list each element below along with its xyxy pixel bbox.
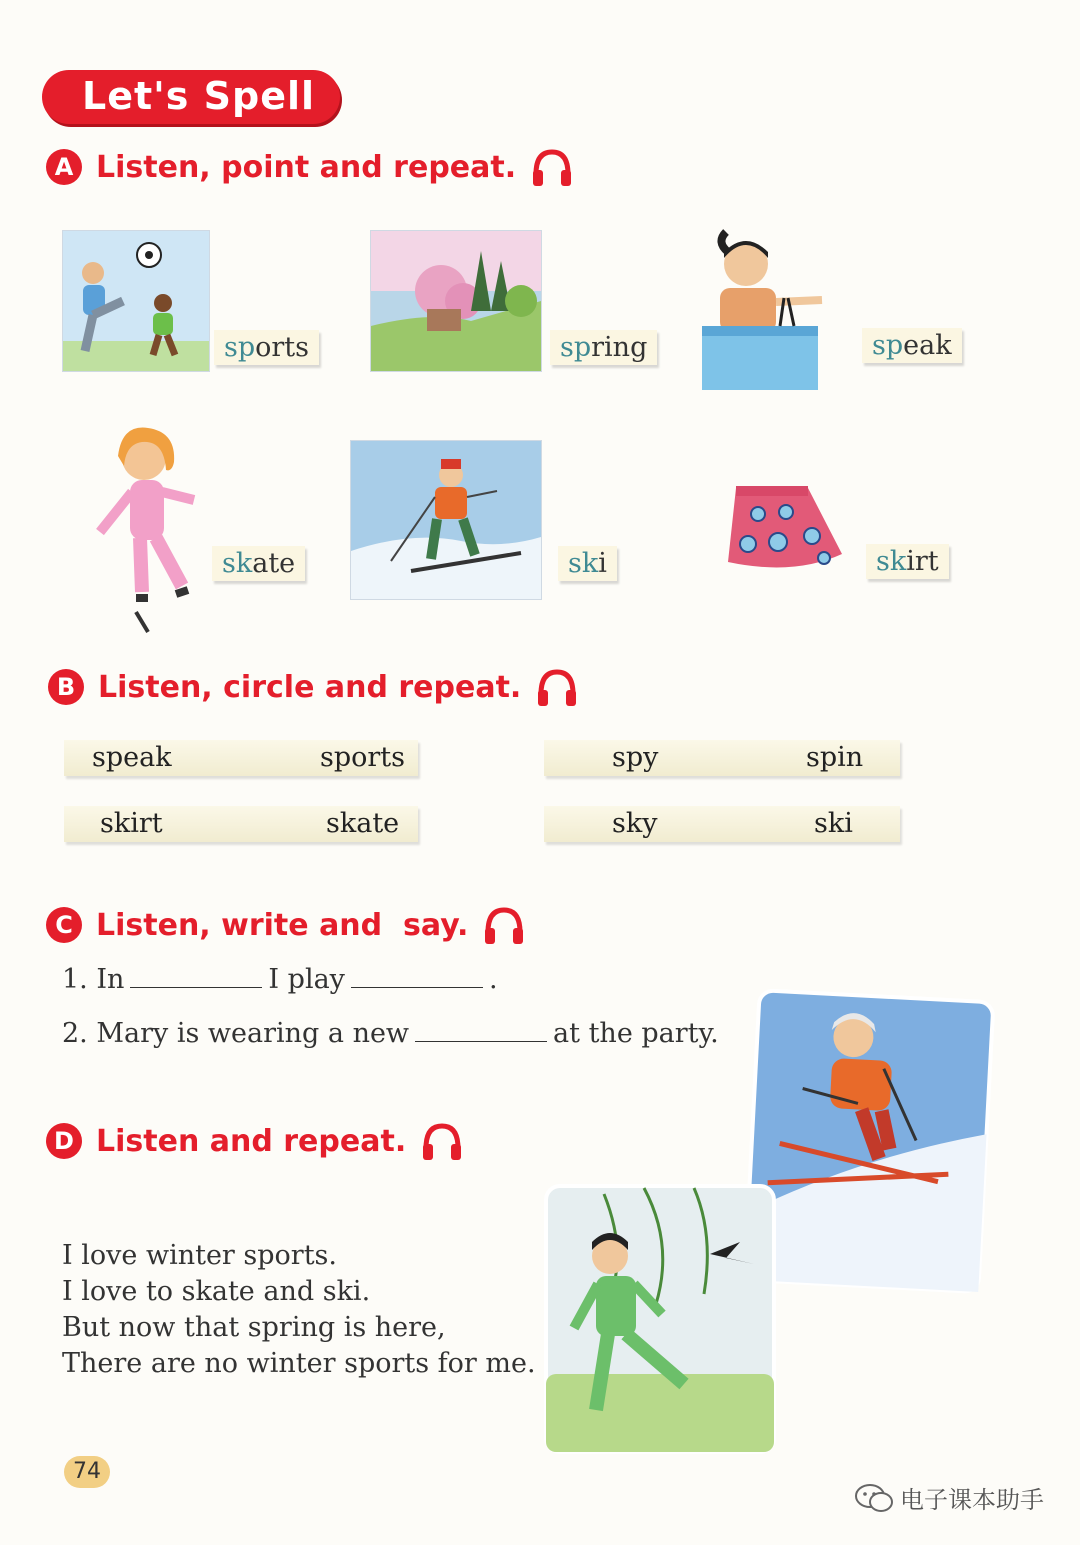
spring-picture xyxy=(370,230,542,372)
word-option[interactable]: speak xyxy=(92,742,172,773)
section-a-badge: A xyxy=(46,149,82,185)
word-option[interactable]: sky xyxy=(612,808,658,839)
word-option[interactable]: skate xyxy=(326,808,400,839)
headphones-icon[interactable] xyxy=(530,146,574,188)
section-d-title: Listen and repeat. xyxy=(96,1123,407,1159)
spring-run-illustration xyxy=(544,1184,776,1454)
word-option[interactable]: skirt xyxy=(100,808,163,839)
ski-picture xyxy=(350,440,542,600)
section-d-header xyxy=(46,1120,464,1162)
word-label-speak: speak xyxy=(862,328,962,363)
answer-blank[interactable] xyxy=(130,965,262,988)
section-c-badge: C xyxy=(46,907,82,943)
word-option[interactable]: sports xyxy=(320,742,406,773)
section-c-header xyxy=(46,904,526,946)
poem-line: There are no winter sports for me. xyxy=(62,1348,536,1379)
word-label-ski: ski xyxy=(558,546,617,581)
watermark xyxy=(854,1480,1044,1515)
poem-line: But now that spring is here, xyxy=(62,1312,446,1343)
sentence-1: 1. In I play . xyxy=(62,964,498,995)
section-d-badge: D xyxy=(46,1123,82,1159)
sports-picture xyxy=(62,230,210,372)
word-strip xyxy=(544,740,900,776)
skirt-picture xyxy=(724,484,844,582)
sentence-2: 2. Mary is wearing a new at the party. xyxy=(62,1018,719,1049)
watermark-text: 电子课本助手 xyxy=(900,1486,1044,1514)
poem-line: I love to skate and ski. xyxy=(62,1276,371,1307)
answer-blank[interactable] xyxy=(415,1019,547,1042)
title-banner xyxy=(42,70,340,124)
section-a-header xyxy=(46,146,574,188)
section-b-badge: B xyxy=(48,669,84,705)
word-label-sports: sports xyxy=(214,330,319,365)
chat-bubble-icon xyxy=(854,1482,894,1514)
headphones-icon[interactable] xyxy=(535,666,579,708)
headphones-icon[interactable] xyxy=(420,1120,464,1162)
speak-picture xyxy=(696,222,836,390)
word-option[interactable]: ski xyxy=(814,808,853,839)
page-title: Let's Spell xyxy=(82,74,316,118)
section-c-title: Listen, write and say. xyxy=(96,907,469,943)
skate-picture xyxy=(92,422,208,638)
headphones-icon[interactable] xyxy=(482,904,526,946)
poem xyxy=(62,1238,536,1382)
page-number: 74 xyxy=(64,1456,110,1488)
word-strip xyxy=(64,806,418,842)
word-option[interactable]: spin xyxy=(806,742,864,773)
section-b-title: Listen, circle and repeat. xyxy=(98,669,522,705)
word-label-spring: spring xyxy=(550,330,657,365)
word-label-skate: skate xyxy=(212,546,305,581)
winter-ski-illustration xyxy=(740,988,996,1294)
word-strip xyxy=(544,806,900,842)
word-option[interactable]: spy xyxy=(612,742,659,773)
poem-line: I love winter sports. xyxy=(62,1240,337,1271)
answer-blank[interactable] xyxy=(351,965,483,988)
word-strip xyxy=(64,740,418,776)
word-label-skirt: skirt xyxy=(866,544,949,579)
section-a-title: Listen, point and repeat. xyxy=(96,149,517,185)
section-b-header xyxy=(48,666,579,708)
